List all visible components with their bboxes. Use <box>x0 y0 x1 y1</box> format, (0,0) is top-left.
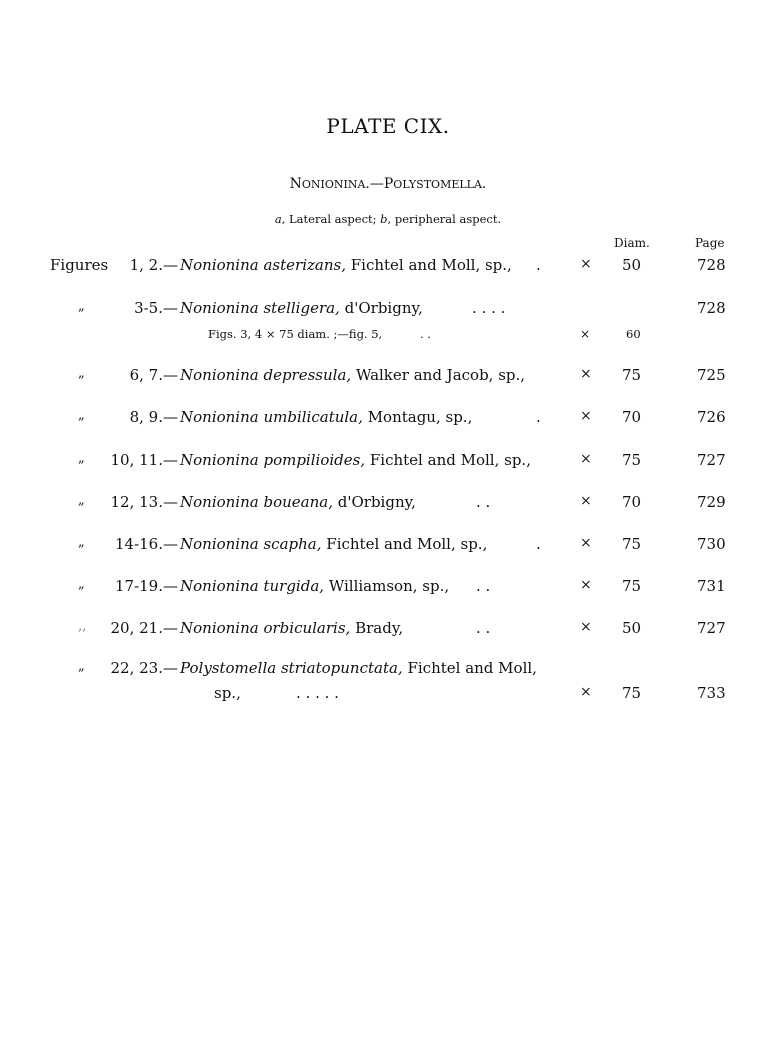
subtitle-p1: P <box>383 176 394 192</box>
species-name: Nonionina asterizans, <box>180 256 346 274</box>
ditto-mark: ‚‚ <box>78 619 87 634</box>
times-sign: × <box>580 366 592 382</box>
diam-header: Diam. <box>614 236 650 250</box>
leader-dots: . . <box>476 493 491 511</box>
ditto-mark: „ <box>78 577 85 592</box>
species-name: Nonionina stelligera, <box>180 299 340 317</box>
figure-numbers: 22, 23.— <box>110 659 178 677</box>
times-sign: × <box>580 684 592 700</box>
times-sign: × <box>580 408 592 424</box>
species-author: Montagu, sp., <box>367 408 473 426</box>
table-row <box>0 451 776 475</box>
page-value: 730 <box>697 535 726 553</box>
figure-numbers: 14-16.— <box>114 535 178 553</box>
figures-label: Figures <box>50 256 109 274</box>
leader-dots: . . <box>420 327 431 341</box>
subtitle-end: . <box>481 176 487 192</box>
times-sign: × <box>580 327 591 341</box>
leader-dots: . . . . <box>472 299 506 317</box>
times-sign: × <box>580 577 592 593</box>
page-value: 726 <box>697 408 726 426</box>
species-text <box>180 493 416 511</box>
note-b-text: , peripheral aspect. <box>387 212 502 226</box>
species-author: Walker and Jacob, sp., <box>355 366 526 384</box>
page-value: 725 <box>697 366 726 384</box>
subtitle-sep: .— <box>365 176 384 192</box>
page-value: 728 <box>697 256 726 274</box>
ditto-mark: „ <box>78 493 85 508</box>
species-name: Nonionina pompilioides, <box>180 451 366 469</box>
species-name: Nonionina scapha, <box>180 535 322 553</box>
subtitle-n1: N <box>289 176 302 192</box>
times-sign: × <box>580 619 592 635</box>
diam-value: 50 <box>622 256 642 274</box>
species-name: Nonionina umbilicatula, <box>180 408 363 426</box>
species-name: Nonionina boueana, <box>180 493 333 511</box>
table-row-continuation <box>0 684 776 708</box>
figure-numbers: 17-19.— <box>114 577 178 595</box>
species-text <box>180 659 537 677</box>
ditto-mark: „ <box>78 659 85 674</box>
figure-numbers: 1, 2.— <box>129 256 178 274</box>
leader-dots: . . <box>476 577 491 595</box>
figure-numbers: 20, 21.— <box>110 619 178 637</box>
diam-value: 70 <box>622 408 642 426</box>
table-subrow <box>0 327 776 351</box>
aspect-note <box>0 212 776 226</box>
ditto-mark: „ <box>78 408 85 423</box>
figure-numbers: 3-5.— <box>134 299 178 317</box>
leader-dots: . <box>536 535 541 553</box>
subtitle-p2: OLYSTOMELLA <box>393 178 482 191</box>
note-b: b <box>380 212 388 226</box>
table-row <box>0 299 776 323</box>
leader-dots: . <box>536 408 541 426</box>
leader-dots: . . . . . <box>296 684 339 702</box>
species-author: Brady, <box>355 619 404 637</box>
table-row <box>0 408 776 432</box>
times-sign: × <box>580 535 592 551</box>
species-author: Fichtel and Moll, <box>407 659 537 677</box>
page-value: 728 <box>697 299 726 317</box>
subtitle-n2: ONIONINA <box>301 178 366 191</box>
leader-dots: . <box>536 256 541 274</box>
page-value: 727 <box>697 451 726 469</box>
figure-numbers: 8, 9.— <box>129 408 178 426</box>
species-text <box>180 577 449 595</box>
table-row <box>0 535 776 559</box>
table-row <box>0 659 776 683</box>
page-value: 729 <box>697 493 726 511</box>
species-name: Polystomella striatopunctata, <box>180 659 403 677</box>
diam-value: 70 <box>622 493 642 511</box>
ditto-mark: „ <box>78 451 85 466</box>
diam-value: 75 <box>622 451 642 469</box>
species-name: Nonionina orbicularis, <box>180 619 351 637</box>
species-author: Fichtel and Moll, sp., <box>369 451 531 469</box>
page-value: 727 <box>697 619 726 637</box>
species-author: d'Orbigny, <box>337 493 416 511</box>
species-text <box>180 619 403 637</box>
times-sign: × <box>580 493 592 509</box>
species-author: Fichtel and Moll, sp., <box>326 535 488 553</box>
species-text <box>180 535 487 553</box>
table-row <box>0 366 776 390</box>
page-value: 733 <box>697 684 726 702</box>
diam-value: 75 <box>622 684 642 702</box>
ditto-mark: „ <box>78 535 85 550</box>
species-text <box>180 451 531 469</box>
plate-subtitle <box>0 176 776 192</box>
note-a-text: , Lateral aspect; <box>281 212 381 226</box>
diam-value: 75 <box>622 366 642 384</box>
species-author: Williamson, sp., <box>328 577 450 595</box>
diam-value: 75 <box>622 535 642 553</box>
table-row <box>0 256 776 280</box>
species-name: Nonionina turgida, <box>180 577 325 595</box>
plate-title: PLATE CIX. <box>326 114 450 138</box>
species-author-cont: sp., <box>214 684 241 702</box>
leader-dots: . . <box>476 619 491 637</box>
times-sign: × <box>580 451 592 467</box>
species-text <box>180 366 525 384</box>
figure-numbers: 6, 7.— <box>129 366 178 384</box>
page-value: 731 <box>697 577 726 595</box>
table-row <box>0 493 776 517</box>
species-name: Nonionina depressula, <box>180 366 352 384</box>
species-author: d'Orbigny, <box>344 299 423 317</box>
figure-numbers: 10, 11.— <box>110 451 178 469</box>
table-row <box>0 577 776 601</box>
ditto-mark: „ <box>78 299 85 314</box>
species-author: Fichtel and Moll, sp., <box>350 256 512 274</box>
species-text <box>180 408 472 426</box>
ditto-mark: „ <box>78 366 85 381</box>
figure-numbers: 12, 13.— <box>110 493 178 511</box>
table-row <box>0 619 776 643</box>
species-text <box>180 256 512 274</box>
diam-value: 50 <box>622 619 642 637</box>
species-text <box>180 299 423 317</box>
diam-value: 60 <box>626 327 641 341</box>
sub-text: Figs. 3, 4 × 75 diam. ;—fig. 5, <box>208 327 383 341</box>
note-a: a <box>274 212 282 226</box>
times-sign: × <box>580 256 592 272</box>
page-header: Page <box>695 236 725 250</box>
diam-value: 75 <box>622 577 642 595</box>
